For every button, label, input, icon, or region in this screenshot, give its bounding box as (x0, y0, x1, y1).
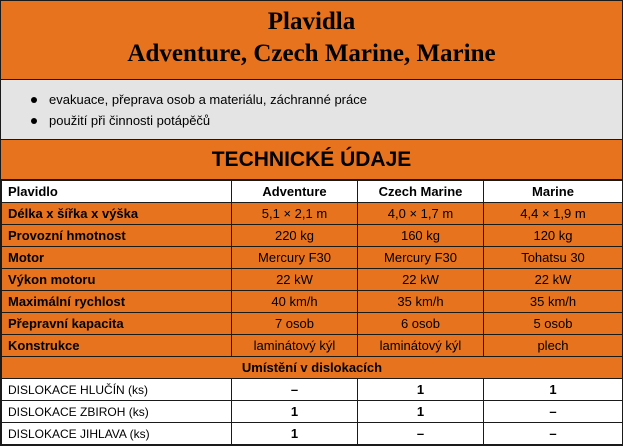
location-label: DISLOKACE ZBIROH (ks) (2, 401, 232, 423)
table-cell: 4,4 × 1,9 m (484, 203, 623, 225)
table-cell: 22 kW (484, 269, 623, 291)
location-row (2, 401, 623, 423)
row-label: Provozní hmotnost (2, 225, 232, 247)
table-row (2, 335, 623, 357)
location-section-row (2, 357, 623, 379)
table-cell: 120 kg (484, 225, 623, 247)
table-cell: Tohatsu 30 (484, 247, 623, 269)
table-cell: 22 kW (358, 269, 484, 291)
table-cell: laminátový kýl (358, 335, 484, 357)
table-cell: Mercury F30 (358, 247, 484, 269)
table-cell: 35 km/h (484, 291, 623, 313)
table-row (2, 247, 623, 269)
location-count: – (484, 423, 623, 445)
table-cell: plech (484, 335, 623, 357)
page-subtitle: Adventure, Czech Marine, Marine (127, 40, 496, 67)
bullet-icon (31, 97, 37, 103)
column-header: Plavidlo (2, 181, 232, 203)
usage-list (1, 80, 622, 140)
usage-item-text: použití při činnosti potápěčů (49, 113, 211, 128)
bullet-icon (31, 118, 37, 124)
technical-data-heading: TECHNICKÉ ÚDAJE (1, 140, 622, 180)
technical-data-table (1, 180, 623, 445)
row-label: Maximální rychlost (2, 291, 232, 313)
column-header: Marine (484, 181, 623, 203)
location-count: 1 (232, 401, 358, 423)
location-row (2, 379, 623, 401)
location-count: – (484, 401, 623, 423)
table-cell: 5 osob (484, 313, 623, 335)
table-header-row (2, 181, 623, 203)
location-label: DISLOKACE JIHLAVA (ks) (2, 423, 232, 445)
title-block (1, 1, 622, 80)
usage-item (31, 92, 367, 108)
location-count: 1 (232, 423, 358, 445)
table-cell: 35 km/h (358, 291, 484, 313)
table-cell: 40 km/h (232, 291, 358, 313)
table-cell: 4,0 × 1,7 m (358, 203, 484, 225)
table-row (2, 313, 623, 335)
table-cell: laminátový kýl (232, 335, 358, 357)
column-header: Czech Marine (358, 181, 484, 203)
table-row (2, 203, 623, 225)
column-header: Adventure (232, 181, 358, 203)
table-cell: 22 kW (232, 269, 358, 291)
table-cell: 7 osob (232, 313, 358, 335)
page-title: Plavidla (267, 8, 356, 35)
row-label: Délka x šířka x výška (2, 203, 232, 225)
table-row (2, 291, 623, 313)
location-section-title: Umístění v dislokacích (2, 357, 623, 379)
location-count: 1 (358, 401, 484, 423)
usage-item (31, 113, 210, 129)
table-row (2, 225, 623, 247)
table-cell: 160 kg (358, 225, 484, 247)
row-label: Přepravní kapacita (2, 313, 232, 335)
location-count: – (358, 423, 484, 445)
location-count: 1 (484, 379, 623, 401)
table-row (2, 269, 623, 291)
location-row (2, 423, 623, 445)
usage-item-text: evakuace, přeprava osob a materiálu, záchranné práce (49, 92, 367, 107)
row-label: Konstrukce (2, 335, 232, 357)
row-label: Výkon motoru (2, 269, 232, 291)
location-label: DISLOKACE HLUČÍN (ks) (2, 379, 232, 401)
table-cell: Mercury F30 (232, 247, 358, 269)
location-count: 1 (358, 379, 484, 401)
table-cell: 6 osob (358, 313, 484, 335)
row-label: Motor (2, 247, 232, 269)
table-cell: 5,1 × 2,1 m (232, 203, 358, 225)
table-cell: 220 kg (232, 225, 358, 247)
location-count: – (232, 379, 358, 401)
